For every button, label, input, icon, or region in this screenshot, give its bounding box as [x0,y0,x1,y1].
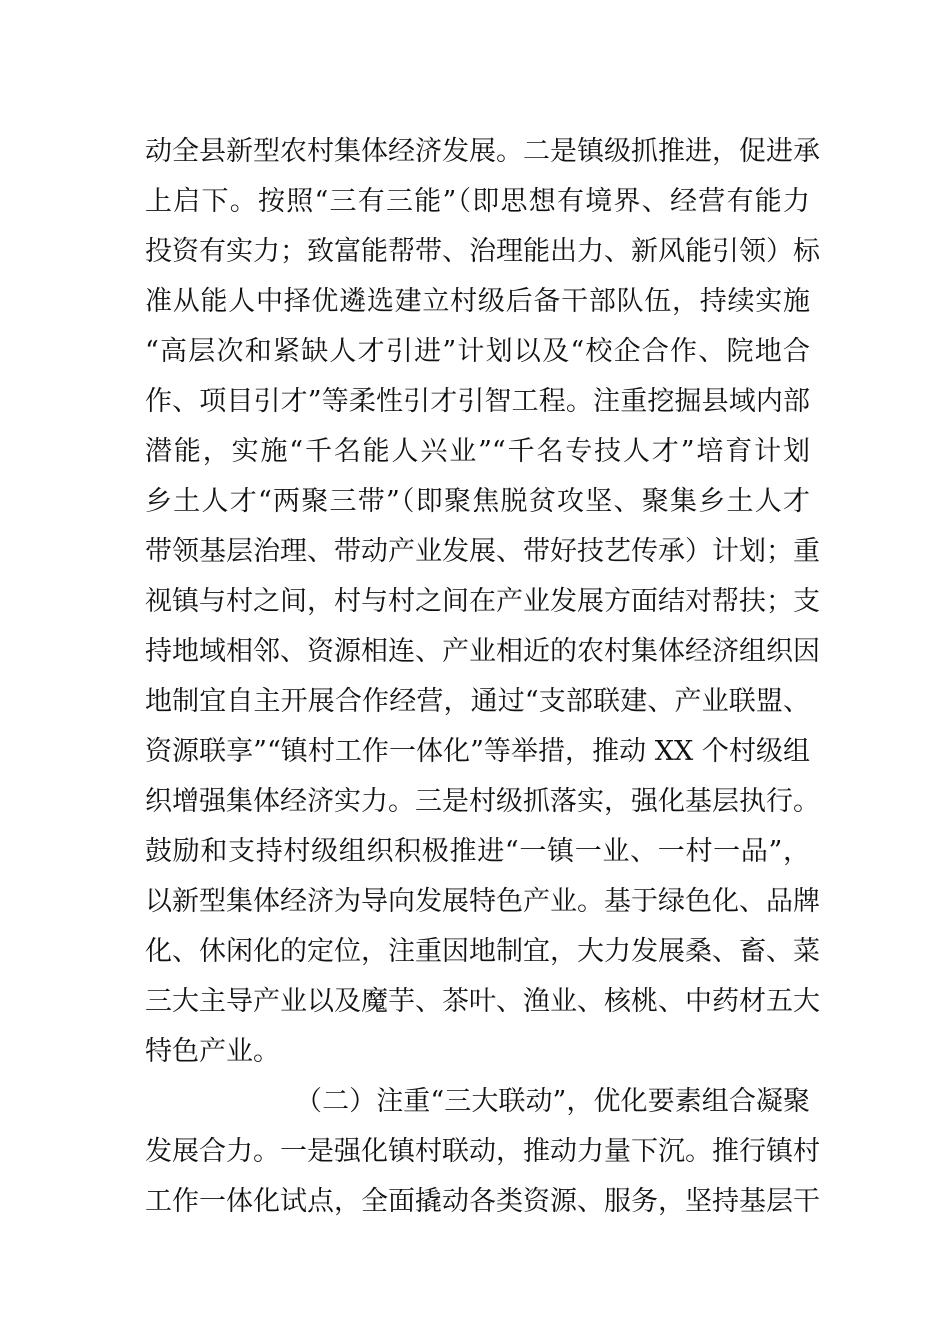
text-line: 以新型集体经济为导向发展特色产业。基于绿色化、品牌 [145,886,820,917]
text-line: 持地域相邻、资源相连、产业相近的农村集体经济组织因 [145,636,820,667]
text-line: 动全县新型农村集体经济发展。二是镇级抓推进，促进承 [145,136,820,167]
text-line: “高层次和紧缺人才引进”计划以及“校企合作、院地合 [145,336,810,367]
text-line: 化、休闲化的定位，注重因地制宜，大力发展桑、畜、菜 [145,936,820,967]
text-line: 作、项目引才”等柔性引才引智工程。注重挖掘县域内部 [145,386,810,417]
text-line: 资源联享”“镇村工作一体化”等举措，推动 XX 个村级组 [145,736,810,767]
text-line: 三大主导产业以及魔芋、茶叶、渔业、核桃、中药材五大 [145,986,820,1017]
text-line: 乡土人才“两聚三带”（即聚焦脱贫攻坚、聚集乡土人才 [145,486,810,517]
text-line: 工作一体化试点，全面撬动各类资源、服务，坚持基层干 [145,1186,820,1217]
text-line: 潜能，实施“千名能人兴业”“千名专技人才”培育计划 [145,436,810,467]
text-line: 发展合力。一是强化镇村联动，推动力量下沉。推行镇村 [145,1136,820,1167]
text-line: 视镇与村之间，村与村之间在产业发展方面结对帮扶；支 [145,586,820,617]
text-line: 地制宜自主开展合作经营，通过“支部联建、产业联盟、 [145,686,810,717]
text-line: 投资有实力；致富能帮带、治理能出力、新风能引领）标 [145,236,820,267]
text-line: 带领基层治理、带动产业发展、带好技艺传承）计划；重 [145,536,820,567]
body-text [145,127,820,1227]
text-line: 织增强集体经济实力。三是村级抓落实，强化基层执行。 [145,786,820,817]
text-line: 准从能人中择优遴选建立村级后备干部队伍，持续实施 [145,286,810,317]
section-heading-line: （二）注重“三大联动”，优化要素组合凝聚 [295,1086,810,1117]
text-line: 上启下。按照“三有三能”（即思想有境界、经营有能力 [145,186,810,217]
text-line: 特色产业。 [145,1036,280,1067]
text-line: 鼓励和支持村级组织积极推进“一镇一业、一村一品”， [145,836,810,867]
